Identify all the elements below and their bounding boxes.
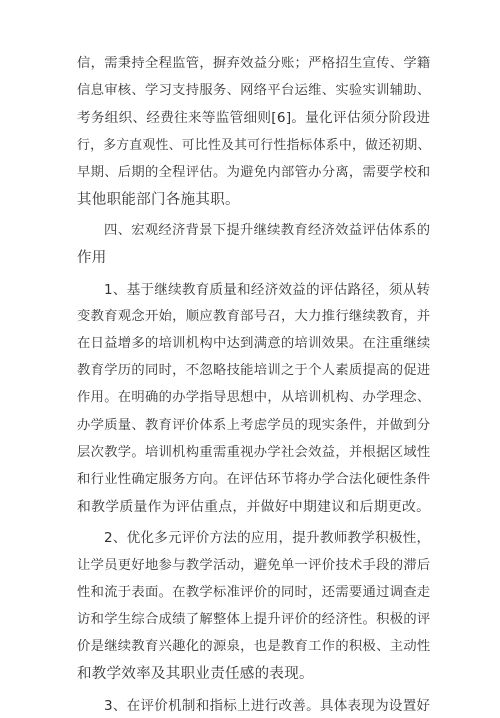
text-line [0,188,500,212]
line-text: 信，需秉持全程监管，摒弃效益分账；严格招生宣传、学籍 [77,56,431,71]
text-line [0,278,500,302]
line-text: 其他职能部门各施其职。 [77,192,240,208]
text-line [0,414,500,438]
text-line [0,386,500,410]
line-text: 性和流于表面。在教学标准评价的同时，还需要通过调查走 [77,584,431,600]
text-line [0,52,500,76]
text-line [0,441,500,465]
text-line [0,495,500,519]
section-heading-line [0,246,500,270]
text-line [0,662,500,686]
line-text: 和教学效率及其职业责任感的表现。 [77,666,314,683]
line-text: 变教育观念开始，顺应教育部号召，大力推行继续教育，并 [77,308,431,324]
line-text: 和教学质量作为评估重点，并做好中期建议和后期更改。 [77,499,431,516]
line-text: 让学员更好地参与教学活动，避免单一评价技术手段的滞后 [77,557,431,573]
text-line [0,581,500,605]
line-text: 访和学生综合成绩了解整体上提升评价的经济性。积极的评 [77,612,431,627]
text-line [0,554,500,578]
line-text: 在日益增多的培训机构中达到满意的培训效果。在注重继续 [77,336,431,351]
text-line [0,161,500,185]
text-line [0,635,500,659]
line-text: 早期、后期的全程评估。为避免内部管办分离，需要学校和 [77,164,431,180]
text-line [0,468,500,492]
text-line [0,305,500,329]
text-line [0,79,500,103]
line-text: 行，多方直观性、可比性及其可行性指标体系中，做还初期、 [77,137,431,153]
text-line [0,694,500,718]
line-text: 教育学历的同时，不忽略技能培训之于个人素质提高的促进 [77,363,431,379]
line-text: 3、在评价机制和指标上进行改善。具体表现为设置好 [104,697,431,714]
text-line [0,134,500,158]
line-text: 层次教学。培训机构重需重视办学社会效益，并根据区域性 [77,444,431,460]
line-text: 办学质量、教育评价体系上考虑学员的现实条件，并做到分 [77,417,431,433]
section-heading-line [0,219,500,243]
section-heading-text: 作用 [77,250,107,267]
line-text: 信息审核、学习支持服务、网络平台运维、实验实训辅助、 [77,83,431,99]
line-text: 1、基于继续教育质量和经济效益的评估路径，须从转 [104,281,431,298]
line-text: 作用。在明确的办学指导思想中，从培训机构、办学理念、 [77,390,431,406]
text-line [0,359,500,383]
section-heading-text: 四、宏观经济背景下提升继续教育经济效益评估体系的 [104,223,431,239]
line-text: 和行业性确定服务方向。在评估环节将办学合法化硬性条件 [77,472,431,487]
text-line [0,526,500,550]
line-text: 价是继续教育兴趣化的源泉，也是教育工作的积极、主动性 [77,639,431,655]
line-text: 考务组织、经费往来等监管细则[6]。量化评估须分阶段进 [77,110,431,127]
line-text: 2、优化多元评价方法的应用，提升教师教学积极性， [104,530,431,547]
text-line [0,106,500,130]
text-line [0,608,500,632]
text-line [0,332,500,356]
